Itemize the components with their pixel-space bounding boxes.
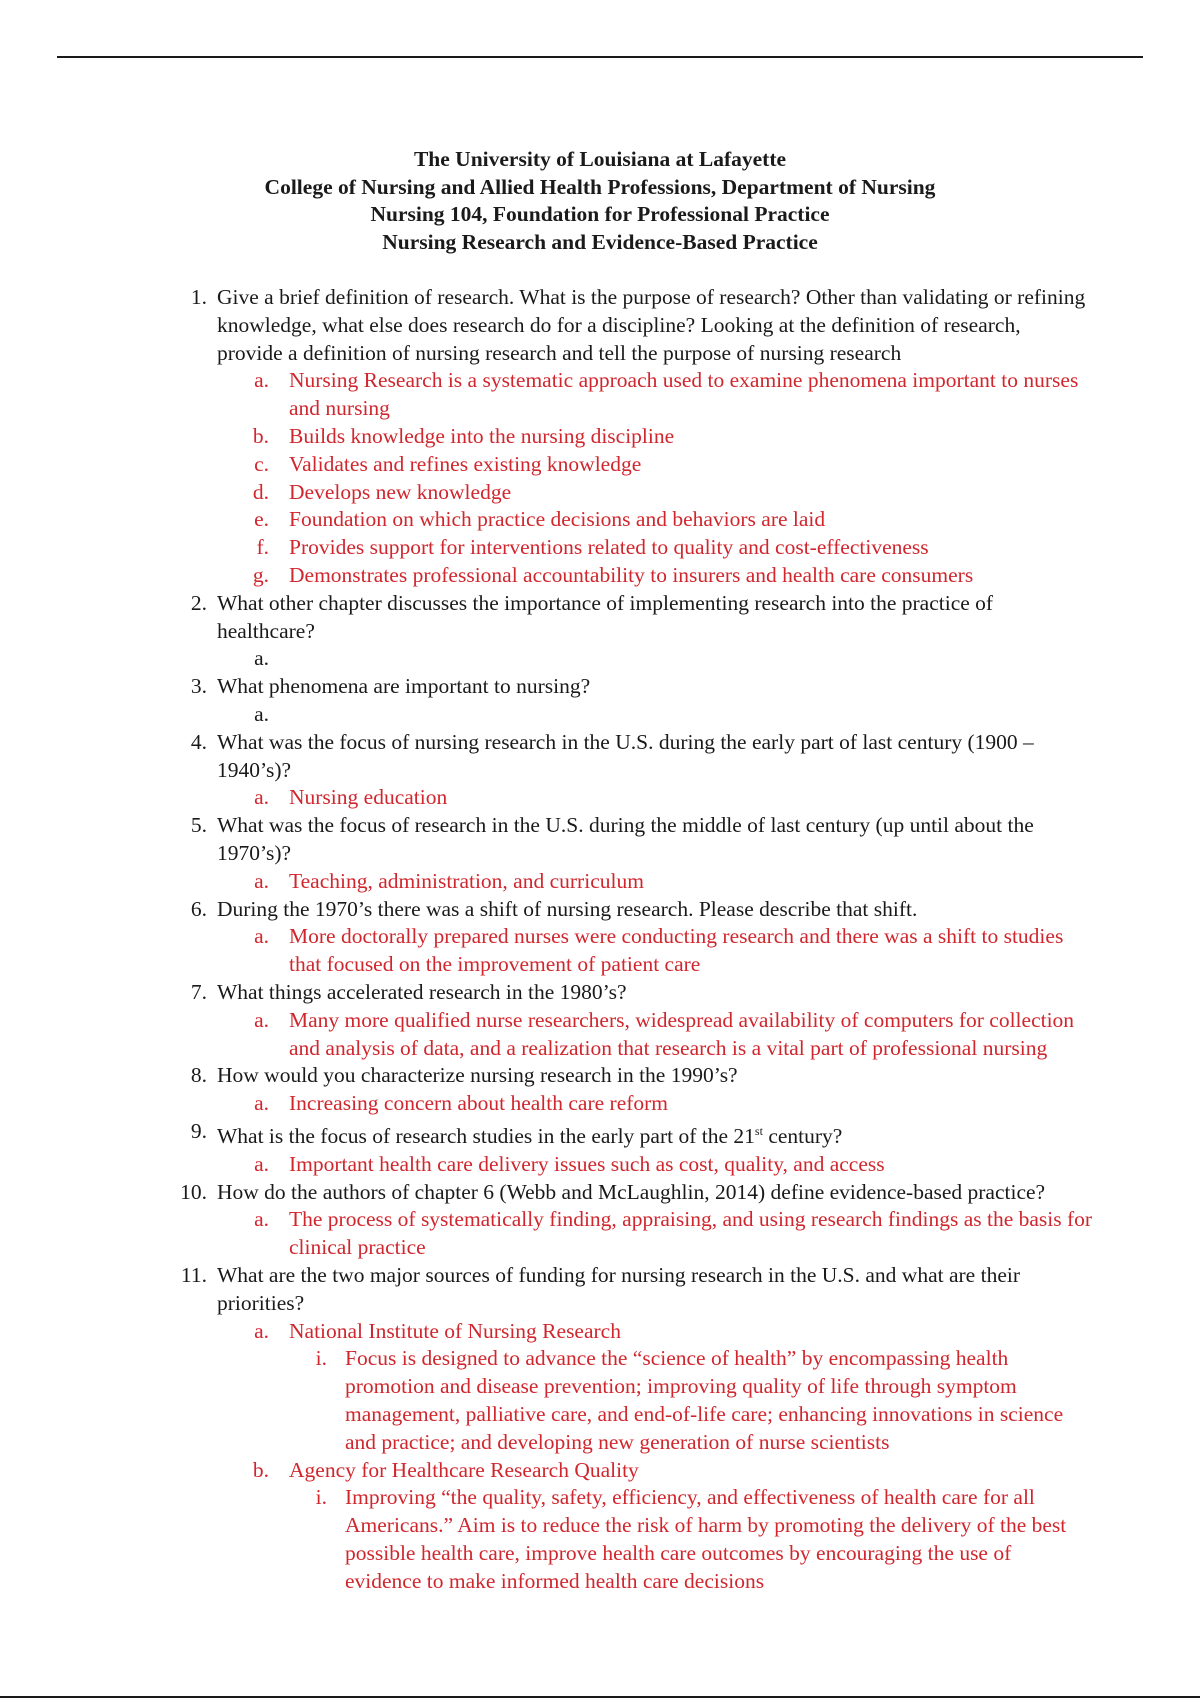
answer-letter: a. <box>254 368 269 393</box>
question-text: During the 1970’s there was a shift of nursing research. Please describe that shift. <box>217 896 918 921</box>
question-text: What things accelerated research in the 1980’s? <box>217 979 627 1004</box>
question-item <box>0 1118 1200 1151</box>
answer-text: Validates and refines existing knowledge <box>289 451 642 476</box>
answer-letter: e. <box>254 507 269 532</box>
header-course: Nursing 104, Foundation for Professional Practice <box>370 202 830 226</box>
question-number: 6. <box>190 896 207 921</box>
question-list <box>0 284 1200 1596</box>
answer-text: Builds knowledge into the nursing discipline <box>289 423 675 448</box>
header-topic: Nursing Research and Evidence-Based Practice <box>382 229 818 254</box>
answer-text: Important health care delivery issues such as cost, quality, and access <box>289 1151 885 1176</box>
question-item <box>0 1062 1200 1090</box>
question-text: What phenomena are important to nursing? <box>217 674 591 699</box>
answer-text: Agency for Healthcare Research Quality <box>289 1457 639 1482</box>
question-text: How would you characterize nursing research in the 1990’s? <box>217 1063 738 1088</box>
answer-letter: a. <box>254 646 269 671</box>
answer-text: Demonstrates professional accountability to insurers and health care consumers <box>289 562 974 587</box>
answer-letter: b. <box>252 1457 269 1482</box>
answer-letter: c. <box>254 451 269 476</box>
sub-answer-item <box>0 1345 1200 1456</box>
answer-text: Foundation on which practice decisions and behaviors are laid <box>289 507 826 532</box>
answer-item <box>0 1457 1200 1485</box>
sub-answer-item <box>0 1484 1200 1595</box>
answer-letter: a. <box>254 1091 269 1116</box>
answer-letter: a. <box>254 785 269 810</box>
answer-text: The process of systematically finding, appraising, and using research findings as the basis for clinical practice <box>289 1207 1093 1260</box>
question-item <box>0 284 1200 367</box>
answer-text: Develops new knowledge <box>289 479 512 504</box>
answer-item <box>0 923 1200 979</box>
header-university: The University of Louisiana at Lafayette <box>413 147 787 171</box>
sub-answer-numeral: i. <box>315 1485 327 1510</box>
question-number: 7. <box>190 979 207 1004</box>
top-divider <box>57 56 1143 58</box>
header-college: College of Nursing and Allied Health Professions, Department of Nursing <box>264 174 936 199</box>
question-item <box>0 673 1200 701</box>
answer-letter: g. <box>252 562 269 587</box>
answer-item <box>0 1090 1200 1118</box>
question-item <box>0 812 1200 868</box>
question-text-part: What is the focus of research studies in the early part of the 21 <box>217 1124 755 1149</box>
question-number: 10. <box>180 1179 207 1204</box>
question-item <box>0 1262 1200 1318</box>
answer-text: More doctorally prepared nurses were conducting research and there was a shift to studies that focused on the improvement of patient care <box>289 924 1064 977</box>
document-header <box>0 146 1200 256</box>
answer-item-empty <box>0 645 1200 673</box>
sub-answer-numeral: i. <box>315 1346 327 1371</box>
answer-letter: a. <box>254 1207 269 1232</box>
question-number: 1. <box>190 285 207 309</box>
bottom-divider <box>0 1696 1200 1698</box>
answer-item <box>0 784 1200 812</box>
answer-letter: a. <box>254 701 269 726</box>
question-text-part: century? <box>762 1124 843 1149</box>
answer-item <box>0 479 1200 507</box>
question-text: What was the focus of nursing research in the U.S. during the early part of last century (1900 – 1940’s)? <box>217 729 1034 782</box>
question-item <box>0 1179 1200 1207</box>
answer-text: Provides support for interventions related to quality and cost-effectiveness <box>289 535 929 560</box>
answer-text <box>289 645 1094 673</box>
question-text: Give a brief definition of research. What is the purpose of research? Other than validating or refining knowledge, what else does research do for a discipline? Looking at the definition of research, provide a definition of nursing research and tell the purpose of nursing research <box>217 285 1086 365</box>
question-text <box>217 1118 1087 1151</box>
question-text: How do the authors of chapter 6 (Webb and McLaughlin, 2014) define evidence-based practice? <box>217 1179 1046 1204</box>
answer-letter: a. <box>254 1318 269 1343</box>
answer-item <box>0 506 1200 534</box>
answer-item <box>0 1007 1200 1063</box>
answer-text: Increasing concern about health care reform <box>289 1091 669 1116</box>
question-number: 2. <box>190 590 207 615</box>
answer-letter: a. <box>254 1007 269 1032</box>
answer-item <box>0 1318 1200 1346</box>
answer-text <box>289 701 1094 729</box>
question-text: What are the two major sources of funding for nursing research in the U.S. and what are their priorities? <box>217 1263 1020 1315</box>
question-item <box>0 979 1200 1007</box>
question-item <box>0 590 1200 646</box>
answer-letter: b. <box>252 423 269 448</box>
question-number: 3. <box>190 674 207 699</box>
answer-letter: f. <box>256 535 269 560</box>
answer-item <box>0 423 1200 451</box>
answer-letter: d. <box>252 479 269 504</box>
answer-text: Many more qualified nurse researchers, widespread availability of computers for collection and analysis of data, and a realization that research is a vital part of professional nursing <box>289 1007 1075 1060</box>
question-number: 8. <box>190 1063 207 1088</box>
sub-answer-text: Focus is designed to advance the “science of health” by encompassing health promotion and disease prevention; improving quality of life through symptom management, palliative care, and end-of-life care; enhancing innovations in science and practice; and developing new generation of nurse scientists <box>345 1346 1064 1454</box>
answer-item <box>0 451 1200 479</box>
answer-item <box>0 1206 1200 1262</box>
question-item <box>0 896 1200 924</box>
question-number: 4. <box>190 729 207 754</box>
answer-letter: a. <box>254 924 269 949</box>
question-text: What other chapter discusses the importance of implementing research into the practice of healthcare? <box>217 590 994 643</box>
answer-text: Nursing Research is a systematic approach used to examine phenomena important to nurses and nursing <box>289 368 1079 421</box>
answer-item-empty <box>0 701 1200 729</box>
answer-item <box>0 367 1200 423</box>
question-number: 11. <box>180 1263 207 1288</box>
question-item <box>0 729 1200 785</box>
question-number: 5. <box>190 813 207 838</box>
question-number: 9. <box>190 1118 207 1143</box>
answer-item <box>0 534 1200 562</box>
answer-item <box>0 868 1200 896</box>
answer-text: Teaching, administration, and curriculum <box>289 868 644 893</box>
answer-item <box>0 1151 1200 1179</box>
sub-answer-text: Improving “the quality, safety, efficiency, and effectiveness of health care for all Americans.” Aim is to reduce the risk of harm by promoting the delivery of the best possible health care, improve health care outcomes by encouraging the use of evidence to make informed health care decisions <box>345 1485 1067 1593</box>
answer-letter: a. <box>254 1151 269 1176</box>
answer-item <box>0 562 1200 590</box>
answer-text: National Institute of Nursing Research <box>289 1318 621 1343</box>
question-text: What was the focus of research in the U.S. during the middle of last century (up until about the 1970’s)? <box>217 813 1034 865</box>
answer-letter: a. <box>254 868 269 893</box>
answer-text: Nursing education <box>289 785 448 810</box>
ordinal-suffix: st <box>754 1123 763 1138</box>
